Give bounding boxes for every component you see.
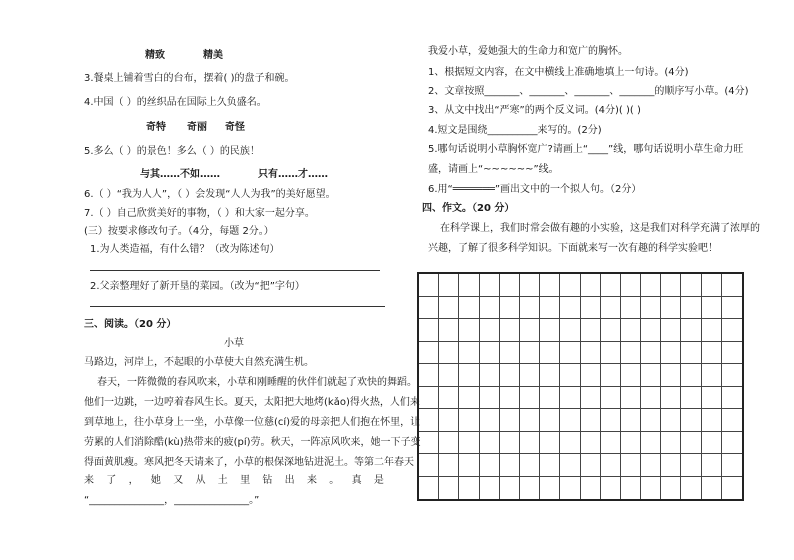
paragraph-2-line: 劳累的人们消除酷(kù)热带来的疲(pí)劳。秋天，一阵凉风吹来，她一下子变: [84, 437, 421, 448]
question-4: 4.中国（ ）的丝织品在国际上久负盛名。: [84, 97, 267, 108]
justified-char: 是: [373, 475, 384, 486]
grid-cell[interactable]: [480, 477, 500, 500]
grid-cell[interactable]: [621, 297, 641, 320]
grid-cell[interactable]: [560, 364, 580, 387]
section-3-heading: (三）按要求修改句子。（4分，每题 2分。）: [84, 226, 274, 237]
word-bank-qite: 奇特: [146, 122, 166, 133]
grid-cell[interactable]: [702, 409, 722, 432]
grid-cell[interactable]: [702, 342, 722, 365]
grid-cell[interactable]: [500, 297, 520, 320]
reading-question-2: 2、文章按照_______、_______、_______、_______的顺序写小草。(4分): [428, 86, 749, 97]
grid-cell[interactable]: [500, 432, 520, 455]
justified-char: 了: [106, 475, 117, 486]
reading-question-5b: 盛，请画上“~~~~~~”线。: [428, 164, 559, 175]
grid-cell[interactable]: [459, 454, 479, 477]
justified-char: 出: [284, 475, 295, 486]
grid-cell[interactable]: [560, 454, 580, 477]
justified-char: ，: [128, 475, 139, 486]
grid-cell[interactable]: [581, 342, 601, 365]
grid-cell[interactable]: [439, 364, 459, 387]
grid-cell[interactable]: [581, 432, 601, 455]
grid-cell[interactable]: [439, 387, 459, 410]
grid-cell[interactable]: [419, 274, 439, 297]
grid-cell[interactable]: [540, 364, 560, 387]
grid-cell[interactable]: [601, 319, 621, 342]
word-bank-jingzhi: 精致: [145, 50, 165, 61]
grid-cell[interactable]: [621, 387, 641, 410]
grid-cell[interactable]: [480, 454, 500, 477]
grid-cell[interactable]: [702, 387, 722, 410]
grid-cell[interactable]: [601, 297, 621, 320]
grid-cell[interactable]: [621, 477, 641, 500]
word-bank-yuqi: 与其……不如……: [140, 169, 220, 180]
justified-char: 来: [306, 475, 317, 486]
justified-char: 钻: [262, 475, 273, 486]
grid-cell[interactable]: [540, 409, 560, 432]
grid-cell[interactable]: [621, 454, 641, 477]
grid-cell[interactable]: [520, 387, 540, 410]
paragraph-2-line: 春天，一阵微微的春风吹来，小草和刚睡醒的伙伴们就起了欢快的舞蹈。: [97, 377, 417, 388]
grid-cell[interactable]: [459, 432, 479, 455]
grid-cell[interactable]: [681, 319, 701, 342]
grid-cell[interactable]: [459, 297, 479, 320]
question-3: 3.餐桌上铺着雪白的台布，摆着( )的盘子和碗。: [84, 73, 295, 84]
grid-cell[interactable]: [560, 387, 580, 410]
grid-cell[interactable]: [439, 319, 459, 342]
grid-cell[interactable]: [601, 477, 621, 500]
grid-cell[interactable]: [480, 387, 500, 410]
grid-cell[interactable]: [520, 477, 540, 500]
grid-cell[interactable]: [500, 454, 520, 477]
grid-cell[interactable]: [500, 319, 520, 342]
grid-cell[interactable]: [520, 297, 540, 320]
grid-cell[interactable]: [722, 364, 742, 387]
grid-cell[interactable]: [540, 477, 560, 500]
question-6: 6.（ ）“我为人人”，（ ）会发现“人人为我”的美好愿望。: [84, 189, 336, 200]
grid-cell[interactable]: [500, 387, 520, 410]
grid-cell[interactable]: [419, 342, 439, 365]
grid-cell[interactable]: [621, 432, 641, 455]
grid-cell[interactable]: [661, 364, 681, 387]
grid-cell[interactable]: [681, 297, 701, 320]
grid-cell[interactable]: [641, 477, 661, 500]
word-bank-qili: 奇丽: [187, 122, 207, 133]
grid-cell[interactable]: [439, 297, 459, 320]
grid-cell[interactable]: [419, 454, 439, 477]
grid-cell[interactable]: [500, 274, 520, 297]
grid-cell[interactable]: [520, 342, 540, 365]
grid-cell[interactable]: [480, 342, 500, 365]
grid-cell[interactable]: [419, 387, 439, 410]
grid-cell[interactable]: [661, 477, 681, 500]
word-bank-zhiyou: 只有……才……: [258, 169, 328, 180]
sentence-2: 2.父亲整理好了新开垦的菜园。（改为“把”字句）: [90, 281, 305, 292]
word-bank-jingmei: 精美: [203, 50, 223, 61]
grid-cell[interactable]: [601, 274, 621, 297]
grid-cell[interactable]: [439, 342, 459, 365]
composition-prompt-line-1: 在科学课上，我们时常会做有趣的小实验，这是我们对科学充满了浓厚的: [440, 223, 760, 234]
grid-cell[interactable]: [520, 364, 540, 387]
grid-cell[interactable]: [621, 319, 641, 342]
grid-cell[interactable]: [540, 274, 560, 297]
grid-cell[interactable]: [601, 364, 621, 387]
justified-char: 里: [240, 475, 251, 486]
grid-cell[interactable]: [722, 297, 742, 320]
reading-question-5a: 5.哪句话说明小草胸怀宽广?请画上“____”线，哪句话说明小草生命力旺: [428, 144, 744, 155]
reading-question-3: 3、从文中找出“严寒”的两个反义词。(4分)( )( ): [428, 105, 641, 116]
question-5: 5.多么（ ）的景色！多么（ ）的民族！: [84, 146, 260, 157]
grid-cell[interactable]: [560, 274, 580, 297]
grid-cell[interactable]: [681, 364, 701, 387]
story-title: 小草: [224, 338, 244, 349]
grid-cell[interactable]: [722, 274, 742, 297]
grid-cell[interactable]: [540, 454, 560, 477]
grid-cell[interactable]: [601, 454, 621, 477]
grid-cell[interactable]: [480, 409, 500, 432]
paragraph-2-justified-line: [84, 474, 384, 488]
grid-cell[interactable]: [581, 477, 601, 500]
grid-cell[interactable]: [419, 432, 439, 455]
grid-cell[interactable]: [661, 297, 681, 320]
grid-cell[interactable]: [540, 319, 560, 342]
justified-char: 从: [195, 475, 206, 486]
word-bank-qiguai: 奇怪: [225, 122, 245, 133]
grid-cell[interactable]: [722, 432, 742, 455]
grid-cell[interactable]: [722, 477, 742, 500]
grid-cell[interactable]: [722, 319, 742, 342]
grid-cell[interactable]: [681, 274, 701, 297]
grid-cell[interactable]: [641, 409, 661, 432]
grid-cell[interactable]: [419, 477, 439, 500]
grid-cell[interactable]: [439, 274, 459, 297]
grid-cell[interactable]: [702, 319, 722, 342]
grid-cell[interactable]: [702, 274, 722, 297]
grid-cell[interactable]: [661, 319, 681, 342]
grid-cell[interactable]: [459, 387, 479, 410]
grid-cell[interactable]: [621, 364, 641, 387]
grid-cell[interactable]: [419, 297, 439, 320]
sentence-1: 1.为人类造福，有什么错？（改为陈述句）: [90, 244, 280, 255]
justified-char: 又: [173, 475, 184, 486]
grid-cell[interactable]: [601, 432, 621, 455]
grid-cell[interactable]: [419, 319, 439, 342]
justified-char: 她: [150, 475, 161, 486]
grid-cell[interactable]: [661, 432, 681, 455]
composition-grid[interactable]: [417, 272, 744, 501]
grid-cell[interactable]: [601, 409, 621, 432]
grid-cell[interactable]: [601, 387, 621, 410]
reading-question-4: 4.短文是围绕__________来写的。(2分): [428, 125, 602, 136]
grid-cell[interactable]: [560, 319, 580, 342]
grid-cell[interactable]: [681, 477, 701, 500]
grid-cell[interactable]: [459, 477, 479, 500]
composition-heading: 四、作文。（20 分）: [422, 203, 515, 214]
grid-cell[interactable]: [661, 454, 681, 477]
grid-cell[interactable]: [520, 432, 540, 455]
grid-cell[interactable]: [702, 297, 722, 320]
grid-cell[interactable]: [661, 409, 681, 432]
grid-cell[interactable]: [581, 387, 601, 410]
answer-line-2[interactable]: [90, 306, 385, 307]
story-conclusion: 我爱小草，爱她强大的生命力和宽广的胸怀。: [428, 46, 628, 57]
grid-cell[interactable]: [500, 477, 520, 500]
reading-question-6: 6.用“═══════”画出文中的一个拟人句。（2分）: [428, 184, 642, 195]
grid-cell[interactable]: [560, 342, 580, 365]
grid-cell[interactable]: [722, 409, 742, 432]
answer-line-1[interactable]: [90, 270, 380, 271]
grid-cell[interactable]: [419, 364, 439, 387]
grid-cell[interactable]: [581, 319, 601, 342]
grid-cell[interactable]: [520, 409, 540, 432]
grid-cell[interactable]: [480, 319, 500, 342]
grid-cell[interactable]: [722, 387, 742, 410]
grid-cell[interactable]: [560, 409, 580, 432]
grid-cell[interactable]: [520, 454, 540, 477]
grid-cell[interactable]: [661, 387, 681, 410]
grid-cell[interactable]: [480, 364, 500, 387]
grid-cell[interactable]: [641, 297, 661, 320]
grid-cell[interactable]: [581, 364, 601, 387]
grid-cell[interactable]: [581, 297, 601, 320]
grid-cell[interactable]: [641, 454, 661, 477]
grid-cell[interactable]: [722, 454, 742, 477]
grid-cell[interactable]: [480, 297, 500, 320]
grid-cell[interactable]: [419, 409, 439, 432]
grid-cell[interactable]: [681, 409, 701, 432]
grid-cell[interactable]: [540, 342, 560, 365]
grid-cell[interactable]: [702, 454, 722, 477]
grid-cell[interactable]: [560, 297, 580, 320]
grid-cell[interactable]: [621, 342, 641, 365]
grid-cell[interactable]: [480, 432, 500, 455]
grid-cell[interactable]: [459, 342, 479, 365]
question-7: 7.（ ）自己欣赏美好的事物，（ ）和大家一起分享。: [84, 208, 315, 219]
grid-cell[interactable]: [500, 342, 520, 365]
grid-cell[interactable]: [621, 409, 641, 432]
justified-char: 真: [351, 475, 362, 486]
grid-cell[interactable]: [459, 319, 479, 342]
grid-cell[interactable]: [500, 364, 520, 387]
grid-cell[interactable]: [520, 319, 540, 342]
grid-cell[interactable]: [520, 274, 540, 297]
grid-cell[interactable]: [681, 432, 701, 455]
grid-cell[interactable]: [581, 454, 601, 477]
justified-char: 土: [217, 475, 228, 486]
paragraph-2-line: 他们一边跳，一边哼着春风生长。夏天，太阳把大地烤(kǎo)得火热，人们来: [84, 397, 420, 408]
grid-cell[interactable]: [702, 477, 722, 500]
grid-cell[interactable]: [439, 432, 459, 455]
paragraph-1: 马路边，河岸上，不起眼的小草使大自然充满生机。: [84, 357, 314, 368]
grid-cell[interactable]: [560, 432, 580, 455]
reading-question-1: 1、根据短文内容，在文中横线上准确地填上一句诗。(4分): [428, 67, 689, 78]
grid-cell[interactable]: [681, 342, 701, 365]
grid-cell[interactable]: [641, 274, 661, 297]
grid-cell[interactable]: [540, 432, 560, 455]
grid-cell[interactable]: [681, 454, 701, 477]
grid-cell[interactable]: [601, 342, 621, 365]
grid-cell[interactable]: [459, 274, 479, 297]
grid-cell[interactable]: [661, 342, 681, 365]
grid-cell[interactable]: [480, 274, 500, 297]
paragraph-2-line: 到草地上，往小草身上一坐，小草像一位慈(cí)爱的母亲把人们抱在怀里，让: [84, 417, 421, 428]
grid-cell[interactable]: [641, 432, 661, 455]
grid-cell[interactable]: [681, 387, 701, 410]
grid-cell[interactable]: [641, 342, 661, 365]
grid-cell[interactable]: [500, 409, 520, 432]
composition-prompt-line-2: 兴趣，了解了很多科学知识。下面就来写一次有趣的科学实验吧！: [428, 243, 718, 254]
grid-cell[interactable]: [459, 409, 479, 432]
grid-cell[interactable]: [641, 364, 661, 387]
grid-cell[interactable]: [702, 432, 722, 455]
justified-char: 来: [84, 475, 94, 486]
grid-cell[interactable]: [581, 409, 601, 432]
grid-cell[interactable]: [459, 364, 479, 387]
grid-cell[interactable]: [439, 477, 459, 500]
grid-cell[interactable]: [641, 319, 661, 342]
reading-heading: 三、阅读。（20 分）: [84, 319, 177, 330]
grid-cell[interactable]: [702, 364, 722, 387]
grid-cell[interactable]: [439, 454, 459, 477]
grid-cell[interactable]: [722, 342, 742, 365]
grid-cell[interactable]: [581, 274, 601, 297]
grid-cell[interactable]: [661, 274, 681, 297]
grid-cell[interactable]: [641, 387, 661, 410]
paragraph-2-line: 得面黄肌瘦。寒风把冬天请来了，小草的根保深地钻进泥土。等第二年春天: [84, 457, 414, 468]
poem-blank-line[interactable]: “_______________，_______________。”: [84, 495, 260, 506]
justified-char: 。: [329, 475, 340, 486]
grid-cell[interactable]: [621, 274, 641, 297]
grid-cell[interactable]: [560, 477, 580, 500]
grid-cell[interactable]: [439, 409, 459, 432]
grid-cell[interactable]: [540, 387, 560, 410]
grid-cell[interactable]: [540, 297, 560, 320]
